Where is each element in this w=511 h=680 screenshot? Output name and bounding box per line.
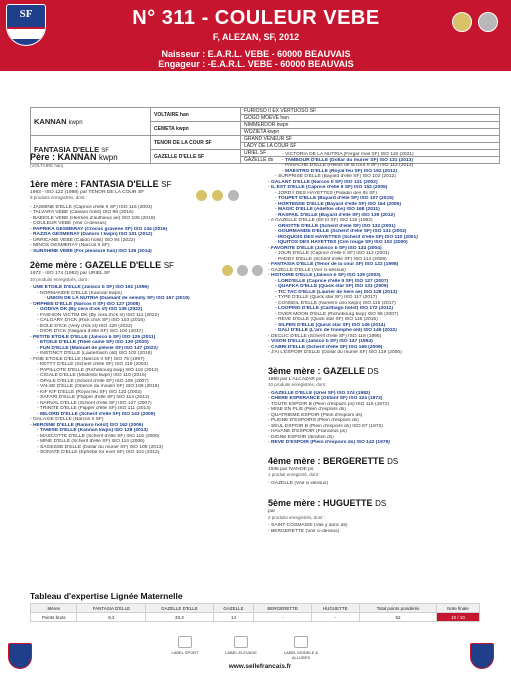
list-item: - GAZELLE (Voir ci-dessus) <box>268 480 329 486</box>
m2-title: 2ème mère : GAZELLE D'ELLE SF <box>30 260 174 270</box>
label-sport: LABEL SPORT <box>171 650 199 655</box>
list-item: - SEUL ESPOIR B (Plein d'espoirs ds) ISO 87 (1972) <box>268 423 383 429</box>
exp-header: GAZELLE <box>213 604 254 613</box>
list-item: - GAZELLE D'ELLE (Uriel SF) ISO 174 (1982) <box>268 390 371 396</box>
medal-gold-icon <box>212 190 223 201</box>
list-item: - SUNSHINE VEBE (For pleasure han) ISO 126 (2014) <box>30 248 152 254</box>
list-item: - MINE D'ELLE (Scherif d'elle SF) ISO 114 (2006) <box>37 439 145 444</box>
list-item: - CHERE ESPERANCE (Olifant SF) ISO 124 (1972) <box>268 396 383 401</box>
exp-row-label: Points bruts <box>31 613 77 622</box>
ped-g3-7: GAZELLE ds <box>241 157 500 164</box>
list-item: - DIOR D'ICK (Niagara d'elle SF) ISO 104 (2017) <box>37 329 143 334</box>
list-item: - KETTY D'ELLE (Scherif d'elle SF) ISO 119 (2003) <box>37 362 148 367</box>
list-item: - CONSEIL D'ELLE (Numéro uno kwpn) ISO 116 (2017) <box>275 300 396 306</box>
exp-value: 8,2 <box>77 613 146 622</box>
list-item: - INSTINCT D'ELLE (Lauterbach old) ISO 102 (2019) <box>37 351 153 356</box>
expertise-values-row <box>31 613 480 622</box>
ped-g3-6: URIEL SF <box>241 150 500 157</box>
list-item: - SILPEN D'ELLE (Quick star SF) ISO 146 (2014) <box>275 322 386 328</box>
list-item: - IL EST D'ELLE (Caprice d'elle II SF) ISO 152 (2005) <box>268 185 388 190</box>
sf-footer-logo-right <box>470 643 494 669</box>
list-item: - SAFARI D'ELLE (Flipper d'elle SF) ISO 114 (2012) <box>37 395 150 400</box>
list-item: - JOUR D'ELLE (Caprice d'elle II SF) ISO 112 (2001) <box>275 251 390 256</box>
list-item: - NARVAL D'ELLE (Scherif d'elle SF) ISO 127 (2007) <box>37 400 152 406</box>
list-item: - PETITE ETOILE D'ELLE (Jalisco b SF) ISO 125 (2011) <box>30 334 156 340</box>
ped-g2-1: CEMETA kwpn <box>151 122 241 136</box>
list-item: - ORPHEE D'ELLE (Narcos II SF) ISO 127 (2008) <box>30 301 140 307</box>
medal-silver-icon <box>228 190 239 201</box>
expertise-header-row <box>31 604 480 613</box>
list-item: - HEROINE D'ELLE (Ramiro holst) ISO 162 (2006) <box>30 422 144 428</box>
list-item: - GALANT D'ELLE (Narcos II SF) ISO 131 (2002) <box>268 179 378 185</box>
list-item: - TYPE D'ELLE (Quick star SF) ISO 117 (2017) <box>275 295 378 300</box>
list-item: - TAMBOUR D'ELLE (Dollar du murier SF) ISO 131 (2013) <box>282 157 413 163</box>
silver-label-icon <box>478 12 498 32</box>
list-item: - ETOILE D'ELLE (Tibet came SF) ISO 130 (2020) <box>37 340 149 345</box>
exp-note-finale: 10 / 10 <box>437 613 480 622</box>
label-modele: LABEL MODELE & ALLURES <box>283 650 319 660</box>
m5-title: 5ème mère : HUGUETTE DS <box>268 498 387 508</box>
list-item: - CIGALE D'ELLE (Modesto kwpn) ISO 110 (2016) <box>37 373 147 378</box>
list-item: - CABRI D'ELLE (Scherif d'elle SF) ISO 166 (2009) <box>268 344 383 350</box>
pere-title: Père : KANNAN kwpn <box>30 152 118 162</box>
list-item: - FAVORITE D'ELLE (Jalisco b SF) ISO 134 (2004) <box>268 245 382 251</box>
site-url[interactable]: www.sellefrancais.fr <box>228 663 292 670</box>
m2-list <box>30 285 255 456</box>
list-item: - FUN D'ELLE (Malouet de plévile SF) ISO 147 (2022) <box>37 345 158 351</box>
list-item: - FASHION VICTIM DK (By cera d'ick sf) ISO 111 (2022) <box>37 312 159 318</box>
m3-info: 1950 par L'ALCAZAR ps <box>268 376 322 382</box>
exp-value: 52 <box>359 613 436 622</box>
expertise-table <box>30 603 480 622</box>
sire-cell: KANNAN kwpn <box>31 108 151 136</box>
list-item: - PADDY D'ELLE (Scherif d'elle SF) ISO 114 (2008) <box>275 256 387 262</box>
list-item: - HORTENSE D'ELLE (Bayard d'elle SF) ISO 164 (2005) <box>275 201 401 207</box>
exp-header: Total points pondérés <box>359 604 436 613</box>
list-item: - PLEINE D'ESPOIRS (Plein d'espoirs ds) <box>268 418 359 423</box>
list-item: - PANACHE D'ELLE (Helios de la cour II SF) ISO 112 (2013) <box>282 163 414 168</box>
list-item: - VISON D'ELLE (Jalisco b SF) ISO 147 (1994) <box>268 339 373 344</box>
list-item: - GAZELLE D'ELLE (Voir ci-dessus) <box>268 267 346 273</box>
list-item: - GRIOTTE D'ELLE (Scherif d'elle SF) ISO 132 (2001) <box>275 223 396 229</box>
list-item: - BABIOLE VEBE (Hermès d'authieux ae) ISO 105 (2018) <box>30 215 156 221</box>
list-item: - QUAFKA D'ELLE (Quick star SF) ISO 131 (2009) <box>275 284 389 289</box>
list-item: - TALVARA VEBE (Calvaro holst) ISO 99 (2016) <box>30 210 134 215</box>
m2-count: 10 produits enregistrés, dont : <box>30 276 90 282</box>
list-item: - CALGARY D'ICK (Rick d'ick SF) ISO 103 (2016) <box>37 318 145 323</box>
list-item: - IROQUOIS DES HAYETTES (Scherif d'elle SF) ISO 110 (2001) <box>275 234 418 240</box>
m4-count: 1 produit enregistré, dont : <box>268 472 321 477</box>
list-item: - COULEUR VEBE (Voir ci-dessus) <box>30 221 107 226</box>
list-item: - TOUPET D'ELLE (Bayard d'elle SF) ISO 107 (2015) <box>275 196 394 201</box>
ped-g2-3: GAZELLE D'ELLE SF <box>151 150 241 164</box>
m3-count: 10 produits enregistrés, dont : <box>268 382 328 387</box>
list-item: - VICTORIA DE LA NUTRIA (Fergar mail SF) ISO 115 (2021) <box>282 152 414 157</box>
m5-count: 2 produits enregistrés, dont : <box>268 514 326 520</box>
ped-g2-0: VOLTAIRE han <box>151 108 241 122</box>
gold-label-icon <box>452 12 472 32</box>
dam-cell: FANTASIA D'ELLE SF <box>31 136 151 164</box>
list-item: - VALSE D'ELLE (Oberon du moulin SF) ISO 106 (2016) <box>37 384 160 389</box>
ped-g2-2: TENOR DE LA COUR SF <box>151 136 241 150</box>
list-item: - NORMANDIE D'ELLE (Kannan kwpn) <box>37 290 122 296</box>
medal-silver-icon <box>237 265 248 276</box>
m1-list <box>30 205 255 255</box>
list-item: - PAPILLOTE D'ELLE (Richebourg bwp) ISO 116 (2012) <box>37 367 159 373</box>
m4-title: 4ème mère : BERGERETTE DS <box>268 455 399 466</box>
list-item: - UNE ETOILE D'ELLE (Jalisco b SF) ISO 161 (1996) <box>30 285 149 290</box>
exp-header: Note finale <box>437 604 480 613</box>
m5-info: par <box>268 509 276 514</box>
list-item: - OPALE D'ELLE (Scherif d'elle SF) ISO 106 (2007) <box>37 378 149 384</box>
list-item: - TOUTE ESPOIR B (Plein d'espoirs ps) ISO 116 (1972) <box>268 401 390 407</box>
list-item: - URRICANE VEBE (Calido holst) ISO 94 (2022) <box>30 237 136 243</box>
ped-g3-1: GOGO MOEVE han <box>241 115 500 122</box>
ped-g3-3: WOZIETA kwpn <box>241 129 500 136</box>
list-item: - J'AI L'ESPOIR D'ELLE (Dollar du murier SF) ISO 119 (2006) <box>268 350 402 355</box>
m2-info: 1972 - ISO 174 (1982) par URIEL SF <box>30 271 111 276</box>
list-item: - HISTOIRE D'ELLE (Jalisco b SF) ISO 129 (2003) <box>268 273 381 278</box>
list-item: - LOOPING D'ELLE (Carthago holst) ISO 172 (2012) <box>275 306 394 311</box>
m1-count: 9 produits enregistrés, dont : <box>30 195 88 200</box>
list-item: - IQUITOS DES HAYETTES (Cim rouge SF) ISO 102 (2000) <box>275 240 408 245</box>
right-list <box>268 152 503 356</box>
list-item: - MASCOTTE D'ELLE (Scherif d'elle SF) ISO 116 (2006) <box>37 433 160 439</box>
page-title: N° 311 - COULEUR VEBE <box>132 7 380 29</box>
list-item: - MISE EN PLIS (Plein d'espoirs ds) <box>268 407 346 412</box>
horse-subtitle: F, ALEZAN, SF, 2012 <box>212 32 300 42</box>
list-item: - TAMISE D'ELLE (Kannan kwpn) ISO 128 (2013) <box>37 428 148 433</box>
exp-header: GAZELLE D'ELLE <box>146 604 213 613</box>
m5-list <box>268 523 503 534</box>
list-item: - REVE D'ESPOIR (Plein d'espoirs ds) ISO 142 (1979) <box>268 440 390 445</box>
list-item: - MAESTRO D'ELLE (Royal feu SF) ISO 152 (2012) <box>282 168 398 174</box>
label-modele-icon <box>294 636 308 648</box>
sf-footer-logo-left <box>8 643 32 669</box>
engageur-line: Engageur : -E.A.R.L. VEBE - 60000 BEAUVAIS <box>158 59 354 69</box>
ped-g3-5: LADY DE LA COUR SF <box>241 143 500 150</box>
list-item: - SAGESSE D'ELLE (Dollar du murier SF) ISO 105 (2013) <box>37 444 163 450</box>
list-item: - PAPRIKA GESMERAY (Crocus gravene SF) ISO 134 (2016) <box>30 226 168 232</box>
medal-silver-icon <box>252 265 263 276</box>
list-item: - TIC TAC D'ELLE (Laurier de here ae) ISO 128 (2013) <box>275 289 398 295</box>
label-sport-icon <box>178 636 192 648</box>
sf-logo: SF <box>6 4 46 46</box>
list-item: - SONATE D'ELLE (Ephèbe for ever SF) ISO 104 (2012) <box>37 450 160 455</box>
ped-g3-0: FURIOSO II EX VERTUOSO SF <box>241 108 500 115</box>
list-item: - UNION DE LA NUTRIA (Diamant de semilly SF) ISO 167 (2019) <box>44 296 190 301</box>
header-banner <box>0 0 511 71</box>
label-elevage-icon <box>234 636 248 648</box>
list-item: - LORD'ELLE (Caprice d'elle II SF) ISO 127 (2007) <box>275 278 389 284</box>
list-item: - MILORD D'ELLE (Scherif d'elle SF) ISO 143 (2009) <box>37 411 156 417</box>
list-item: - OVER MOON D'ELLE (Richebourg bwp) ISO 96 (2007) <box>275 311 399 317</box>
list-item: - FINE ETOILE D'ELLE (Narcos II SF) ISO 75 (1997) <box>30 356 145 362</box>
naisseur-line: Naisseur : E.A.R.L. VEBE - 60000 BEAUVAIS <box>161 49 351 59</box>
exp-value: 33,3 <box>146 613 213 622</box>
list-item: - RAZZIA GESMERAY (Damiro l kwpn) ISO 101 (2012) <box>30 232 153 237</box>
exp-header: Mères <box>31 604 77 613</box>
medal-gold-icon <box>196 190 207 201</box>
list-item: - GOURMANDE D'ELLE (Scherif d'elle SF) ISO 131 (2002) <box>275 229 407 234</box>
exp-value: - <box>254 613 311 622</box>
label-elevage: LABEL ELEVAGE <box>225 650 257 655</box>
expertise-title: Tableau d'expertise Lignée Maternelle <box>30 591 183 601</box>
list-item: - DIGNE ESPOIR (Ibrahim ds) <box>268 434 334 440</box>
exp-header: BERGERETTE <box>254 604 311 613</box>
m4-info: 1945 par IVANOE ps <box>268 466 314 472</box>
pere-sub: (VOLTAIRE han) <box>30 163 64 168</box>
exp-header: HUGUETTE <box>311 604 359 613</box>
list-item: - HAVANE D'ESPOIR (Francillus ps) <box>268 429 347 434</box>
exp-header: FANTASIA D'ELLE <box>77 604 146 613</box>
list-item: - MAGIC D'ELLE (Adelfos sbs) ISO 168 (2011) <box>275 207 380 212</box>
m3-list <box>268 391 503 446</box>
list-item: - FANTASIA D'ELLE (Tenor de la cour SF) ISO 122 (1998) <box>268 262 399 267</box>
m1-title: 1ère mère : FANTASIA D'ELLE SF <box>30 178 172 189</box>
list-item: - JASMINE D'ELLE (Caprice d'elle II SF) ISO 116 (2003) <box>30 204 153 210</box>
list-item: - QUATRIEME ESPOIR (Plein d'espoirs ds) <box>268 412 363 418</box>
list-item: - REVE D'ELLE (Quick star SF) ISO 115 (2015) <box>275 317 378 322</box>
list-item: - DECLIC D'ELLE (Scherif d'elle SF) ISO 118 (1995) <box>268 333 382 339</box>
m3-title: 3ème mère : GAZELLE DS <box>268 365 379 376</box>
list-item: - SURPRISE D'ELLE (Bayard d'elle SF) ISO 102 (2012) <box>275 174 396 179</box>
list-item: - RASPAIL D'ELLE (Bayard d'elle SF) ISO 139 (2012) <box>275 212 395 218</box>
list-item: - EOLE D'ICK (Very d'ick sf) ISO 129 (2022) <box>37 323 133 329</box>
list-item: - DALI D'ELLE (L'arc de triomphe old) ISO 146 (2022) <box>275 328 397 333</box>
list-item: - KIF KIF D'ELLE (Royal feu SF) ISO 110 (2002) <box>37 389 142 395</box>
list-item: - BERGERETTE (Voir ci-dessus) <box>268 528 340 534</box>
list-item: - JORDY DES HAYETTES (Paladin des Ifs SF) <box>275 190 378 196</box>
list-item: - SAINT-COSMAISE (Vas y donc ds) <box>268 523 348 528</box>
list-item: - TRINITE D'ELLE (Flipper d'elle SF) ISO 111 (2014) <box>37 406 151 411</box>
right-column <box>268 152 503 534</box>
ped-g3-2: NIMMERDOR kwpn <box>241 122 500 129</box>
list-item: - MINOS GESMERAY (Narcos II SF) <box>30 243 110 248</box>
list-item: - GODIVA DK (By cera d'ick sf) ISO 135 (2022) <box>37 307 143 312</box>
medal-gold-icon <box>222 265 233 276</box>
exp-value: 14 <box>213 613 254 622</box>
list-item: - GALAXIE D'ELLE (Narcos II SF) <box>30 417 104 422</box>
ped-g3-4: GRAND VENEUR SF <box>241 136 500 143</box>
m1-info: 1993 - ISO 122 (1998) par TENOR DE LA COUR SF <box>30 189 145 195</box>
list-item: - A GAZELLE D'ELLE (Elf III SF) ISO 116 (1992) <box>268 218 373 223</box>
exp-value: - <box>311 613 359 622</box>
